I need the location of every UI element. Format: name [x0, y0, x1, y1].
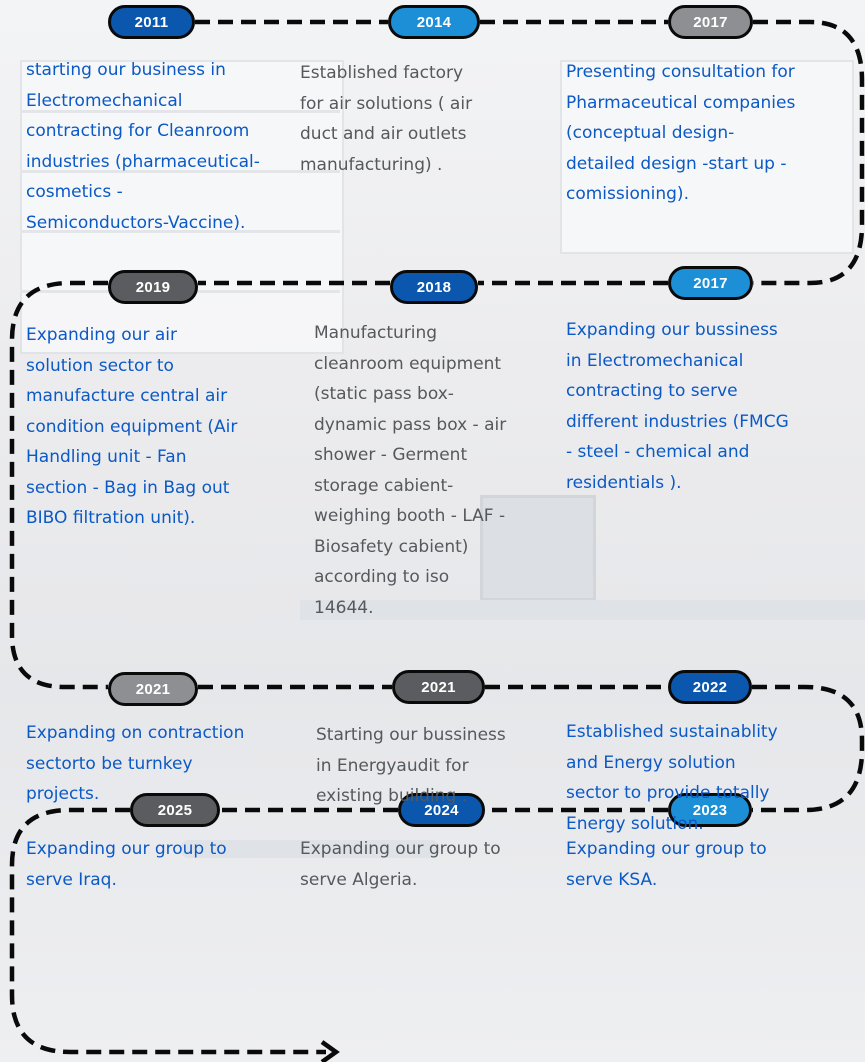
milestone-text-2021-second: Starting our bussiness in Energyaudit for existing building . — [316, 725, 506, 806]
milestone-text-2011: starting our business in Electromechanical contracting for Cleanroom industries (pharmaceutical- cosmetics - Semiconductors-Vaccine). — [26, 60, 260, 233]
milestone-text-2017-second: Expanding our bussiness in Electromechanical contracting to serve different industries (FMCG - steel - chemical and residentials ). — [566, 320, 789, 493]
milestone-text-2023: Expanding our group to serve KSA. — [566, 839, 767, 890]
milestone-text-2014: Established factory for air solutions ( air duct and air outlets manufacturing) . — [300, 63, 473, 175]
milestone-text-2022: Established sustainablity and Energy solution sector to provide totally Energy solution. — [566, 722, 778, 834]
year-badge-2021: 2021 — [108, 672, 198, 706]
year-badge-2017-second: 2017 — [668, 266, 753, 300]
year-badge-2017: 2017 — [668, 5, 753, 39]
year-badge-2011: 2011 — [108, 5, 195, 39]
year-badge-2025: 2025 — [130, 793, 220, 827]
milestone-text-2021: Expanding on contraction sectorto be turnkey projects. — [26, 723, 245, 804]
year-badge-2019: 2019 — [108, 270, 198, 304]
year-badge-2024: 2024 — [398, 793, 485, 827]
milestone-text-2017: Presenting consultation for Pharmaceutical companies (conceptual design- detailed design -start up - comissioning). — [566, 62, 796, 204]
year-badge-2014: 2014 — [388, 5, 480, 39]
year-badge-2021-second: 2021 — [392, 670, 485, 704]
milestone-text-2019: Expanding our air solution sector to manufacture central air condition equipment (Air Handling unit - Fan section - Bag in Bag out BIBO filtration unit). — [26, 325, 238, 528]
year-badge-2018: 2018 — [390, 270, 478, 304]
milestone-text-2018: Manufacturing cleanroom equipment (static pass box- dynamic pass box - air shower - Germent storage cabient- weighing booth - LAF - Biosafety cabient) according to iso 14644. — [314, 323, 507, 618]
milestone-text-2025: Expanding our group to serve Iraq. — [26, 839, 227, 890]
year-badge-2022: 2022 — [668, 670, 752, 704]
milestone-text-2024: Expanding our group to serve Algeria. — [300, 839, 501, 890]
year-badge-2023: 2023 — [668, 793, 752, 827]
